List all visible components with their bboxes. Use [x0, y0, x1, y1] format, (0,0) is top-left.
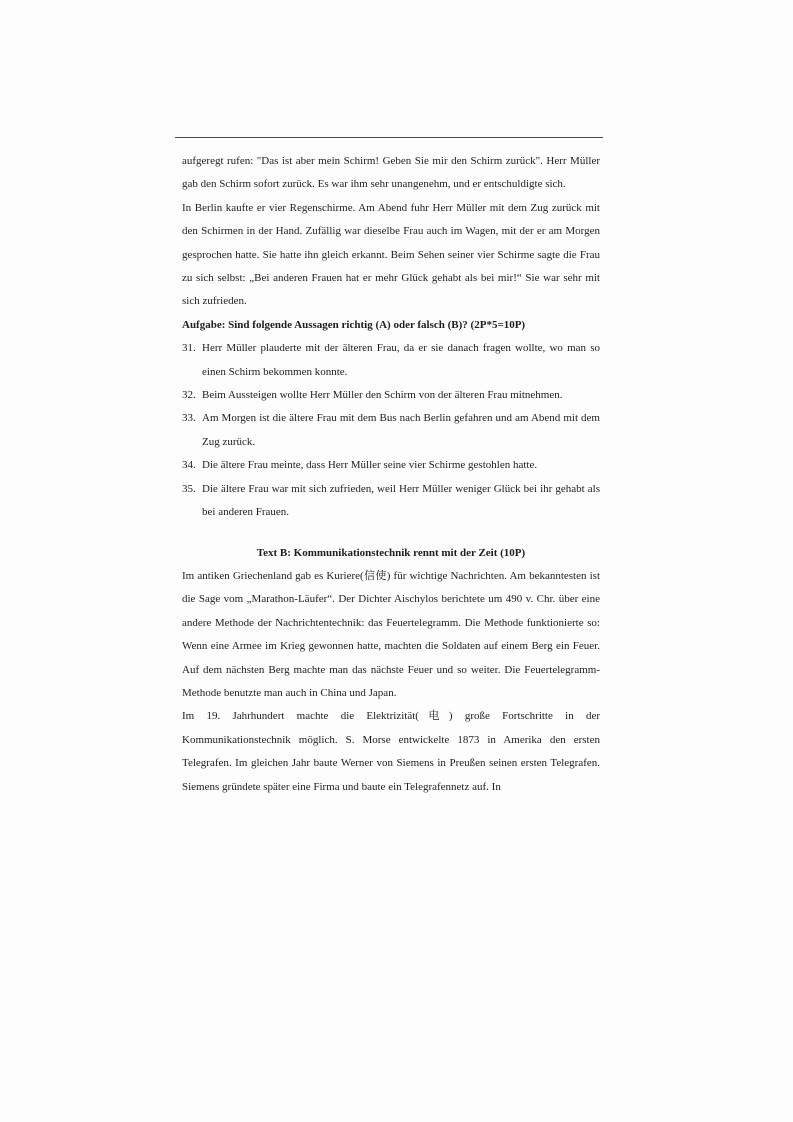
- story-paragraph-1: aufgeregt rufen: "Das ist aber mein Schirm! Geben Sie mir den Schirm zurück". Herr Müller gab den Schirm sofort zurück. Es war ihm sehr unangenehm, und er entschuldigte sich.: [182, 155, 600, 191]
- question-text: Beim Aussteigen wollte Herr Müller den Schirm von der älteren Frau mitnehmen.: [202, 389, 563, 402]
- text-b-paragraph-2: Im 19. Jahrhundert machte die Elektrizität(电) große Fortschritte in der Kommunikationstechnik möglich. S. Morse entwickelte 1873 in Amerika den ersten Telegrafen. Im gleichen Jahr baute Werner von Siemens in Preußen seinen ersten Telegrafen. Siemens gründete später eine Firma und baute ein Telegrafennetz auf. In: [182, 710, 600, 793]
- question-item: [182, 337, 600, 384]
- page-content: [182, 150, 600, 799]
- task-heading: Aufgabe: Sind folgende Aussagen richtig (A) oder falsch (B)? (2P*5=10P): [182, 318, 526, 331]
- question-item: [182, 407, 600, 454]
- text-b-title: Text B: Kommunikationstechnik rennt mit der Zeit (10P): [256, 546, 526, 559]
- question-text: Herr Müller plauderte mit der älteren Frau, da er sie danach fragen wollte, wo man so einen Schirm bekommen konnte.: [202, 342, 600, 378]
- text-b-paragraph-1: Im antiken Griechenland gab es Kuriere(信使) für wichtige Nachrichten. Am bekanntesten ist die Sage vom „Marathon-Läufer“. Der Dichter Aischylos berichtete um 490 v. Chr. über eine andere Methode der Nachrichtentechnik: das Feuertelegramm. Die Methode funktionierte so: Wenn eine Armee im Krieg gewonnen hatte, machten die Soldaten auf einem Berg ein Feuer. Auf dem nächsten Berg machte man das nächste Feuer und so weiter. Die Feuertelegramm-Methode benutzte man auch in China und Japan.: [182, 569, 600, 699]
- header-rule: [175, 137, 603, 138]
- question-text: Am Morgen ist die ältere Frau mit dem Bus nach Berlin gefahren und am Abend mit dem Zug zurück.: [202, 412, 600, 448]
- question-number: 33.: [182, 412, 196, 425]
- question-number: 31.: [182, 342, 196, 355]
- question-text: Die ältere Frau meinte, dass Herr Müller seine vier Schirme gestohlen hatte.: [202, 459, 538, 472]
- story-paragraph-2: In Berlin kaufte er vier Regenschirme. Am Abend fuhr Herr Müller mit dem Zug zurück mit den Schirmen in der Hand. Zufällig war dieselbe Frau auch im Wagen, mit der er am Morgen gesprochen hatte. Sie hatte ihn gleich erkannt. Beim Sehen seiner vier Schirme sagte die Frau zu sich selbst: „Bei anderen Frauen hat er mehr Glück gehabt als bei mir!“ Sie war sehr mit sich zufrieden.: [182, 201, 600, 308]
- question-number: 32.: [182, 389, 196, 402]
- question-item: [182, 478, 600, 525]
- question-number: 35.: [182, 482, 196, 495]
- question-text: Die ältere Frau war mit sich zufrieden, weil Herr Müller weniger Glück bei ihr gehabt als bei anderen Frauen.: [202, 482, 600, 519]
- question-item: [182, 384, 600, 407]
- question-number: 34.: [182, 459, 196, 472]
- question-item: [182, 454, 600, 477]
